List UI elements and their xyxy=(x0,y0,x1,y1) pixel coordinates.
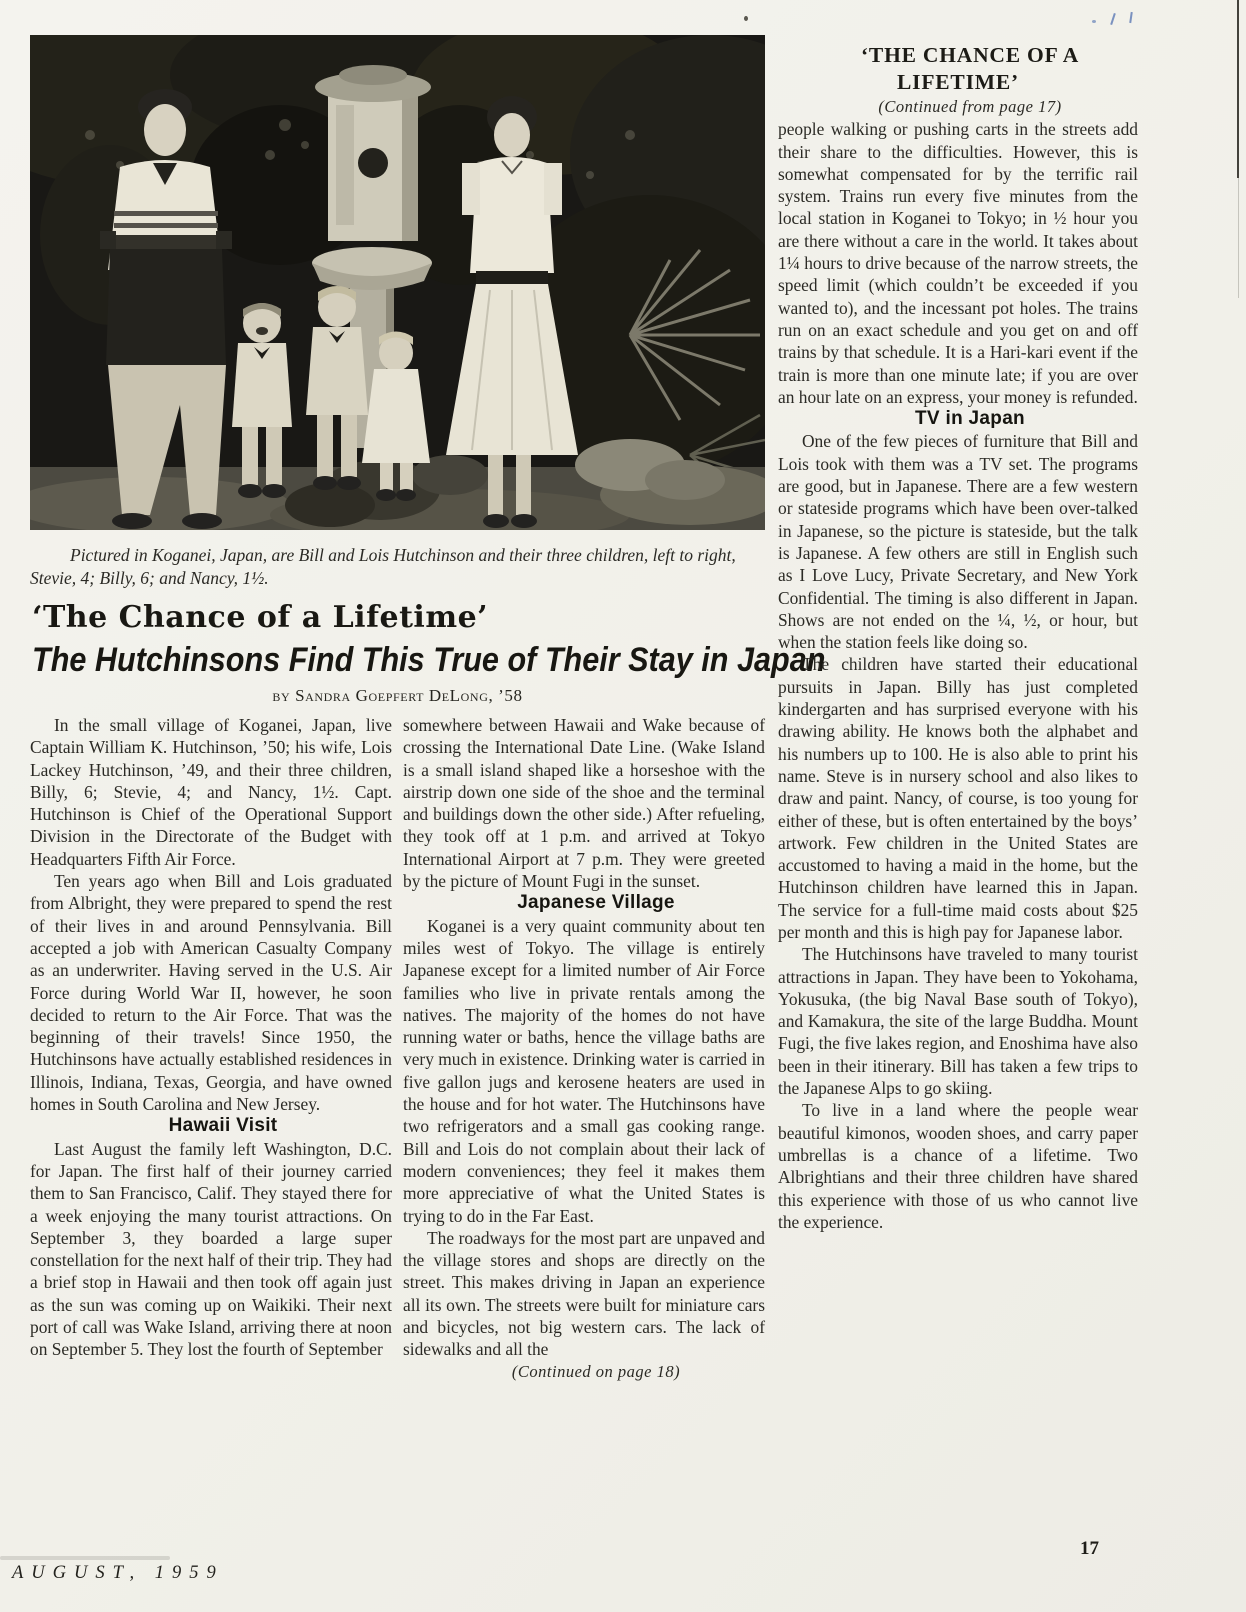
pen-marks-icon xyxy=(1088,10,1142,32)
column-right xyxy=(778,42,1138,1233)
column-middle xyxy=(403,714,765,1383)
paragraph: One of the few pieces of furniture that Bill and Lois took with them was a TV set. The programs are good, but in Japanese. There are a few western or stateside programs which have been over-talked in Japanese, so the picture is stateside, but the talk is Japanese. A few others are still in English such as I Love Lucy, Private Secretary, and New York Confidential. The timing is also different in Japan. Shows are not ended on the ¼, ½, or hour, but when the station feels like doing so. xyxy=(778,431,1138,653)
section-heading-tv-in-japan: TV in Japan xyxy=(915,408,1025,430)
scan-edge-line-faint xyxy=(1238,178,1239,298)
paragraph: people walking or pushing carts in the streets add their share to the difficulties. However, this is somewhat compensated for by the terrific rail system. Trains run every five minutes from the local station in Koganei to Tokyo; in ½ hour you are there without a care in the world. It takes about 1¼ hours to drive because of the narrow streets, the speed limit (which couldn’t be exceeded if you wanted to), and the incessant pot holes. The trains run on an exact schedule and you get on and off trains by that schedule. It is a Hari-kari event if the train is more than one minute late; if you are over an hour late on an express, your money is refunded. xyxy=(778,119,1138,407)
page-number: 17 xyxy=(1080,1538,1099,1559)
column-left xyxy=(30,714,392,1361)
paragraph: To live in a land where the people wear beautiful kimonos, wooden shoes, and carry paper umbrellas is a chance of a lifetime. Two Albrightians and their three children have shared this experience with those of us who cannot live the experience. xyxy=(778,1100,1138,1232)
paragraph: The children have started their educational pursuits in Japan. Billy has just completed kindergarten and has surprised everyone with his drawing ability. He knows both the alphabet and his numbers up to 100. He is also able to print his name. Steve is in nursery school and also likes to draw and paint. Nancy, of course, is too young for either of these, but is often entertained by the boys’ artwork. Few children in the United States are accustomed to having a maid in the home, but the Hutchinson children have learned this in Japan. The service for a full-time maid costs about $25 per month and this is high pay for Japanese labor. xyxy=(778,654,1138,942)
paragraph: Last August the family left Washington, D.C. for Japan. The first half of their journey carried them to San Francisco, Calif. They stayed there for a week enjoying the many tourist attractions. On September 3, they boarded a large super constellation for the next half of their trip. They had a brief stop in Hawaii and then took off again just as the sun was coming up on Waikiki. Their next port of call was Wake Island, arriving there at noon on September 5. They lost the fourth of September xyxy=(30,1138,392,1360)
scan-speck xyxy=(744,16,748,21)
section-heading-hawaii-visit: Hawaii Visit xyxy=(168,1115,278,1137)
section-heading-japanese-village: Japanese Village xyxy=(517,892,675,914)
article-headline: ‘The Chance of a Lifetime’ xyxy=(32,600,489,635)
paragraph: Koganei is a very quaint community about ten miles west of Tokyo. The village is entirely Japanese except for a limited number of Air Force families who live in private rentals among the natives. The majority of the homes do not have running water or baths, hence the village baths are very much in existence. Drinking water is carried in five gallon jugs and kerosene heaters are used in the house and for hot water. The Hutchinsons have two refrigerators and a small gas cooking range. Bill and Lois do not complain about their lack of modern conveniences; they feel it makes them more appreciative of what the United States is trying to do in the Far East. xyxy=(403,915,765,1226)
paragraph: In the small village of Koganei, Japan, live Captain William K. Hutchinson, ’50; his wife, Lois Lackey Hutchinson, ’49, and their three children, Billy, 6; Stevie, 4; and Nancy, 1½. Capt. Hutchinson is Chief of the Operational Support Division in the Directorate of the Budget with Headquarters Fifth Air Force. xyxy=(30,715,392,869)
family-photo-illustration xyxy=(30,35,765,530)
scan-edge-line xyxy=(1237,0,1239,178)
article-byline: by Sandra Goepfert DeLong, ’58 xyxy=(272,686,523,705)
issue-date: AUGUST, 1959 xyxy=(12,1563,224,1583)
photo-caption: Pictured in Koganei, Japan, are Bill and Lois Hutchinson and their three children, left to right, Stevie, 4; Billy, 6; and Nancy, 1½. xyxy=(30,545,736,588)
continued-article-title: ‘THE CHANCE OF A LIFETIME’ xyxy=(860,43,1080,94)
continued-from-note: (Continued from page 17) xyxy=(878,97,1062,116)
article-subheadline: The Hutchinsons Find This True of Their Stay in Japan xyxy=(32,641,826,679)
continued-on-note: (Continued on page 18) xyxy=(511,1361,681,1381)
paragraph: Ten years ago when Bill and Lois graduated from Albright, they were prepared to spend the rest of their lives in and around Pennsylvania. Bill accepted a job with American Casualty Company as an underwriter. Having served in the U.S. Air Force during World War II, however, he soon decided to return to the Air Force. That was the beginning of their travels! Since 1950, the Hutchinsons have actually established residences in Illinois, Indiana, Texas, Georgia, and have owned homes in South Carolina and New Jersey. xyxy=(30,871,392,1115)
paragraph: The roadways for the most part are unpaved and the village stores and shops are directly on the street. This makes driving in Japan an experience all its own. The streets were built for miniature cars and bicycles, not big western cars. The lack of sidewalks and all the xyxy=(403,1227,765,1360)
family-photo xyxy=(30,35,765,530)
paragraph: The Hutchinsons have traveled to many tourist attractions in Japan. They have been to Yokohama, Yokusuka, (the big Naval Base south of Tokyo), and Kamakura, the site of the large Buddha. Mount Fugi, the five lakes region, and Enoshima have also been in their itinerary. Bill has taken a few trips to the Japanese Alps to go skiing. xyxy=(778,944,1138,1099)
scan-smudge xyxy=(0,1556,170,1560)
paragraph: somewhere between Hawaii and Wake because of crossing the International Date Line. (Wake Island is a small island shaped like a horseshoe with the airstrip down one side of the shoe and the terminal and buildings down the other side.) After refueling, they took off at 1 p.m. and arrived at Tokyo International Airport at 7 p.m. They were greeted by the picture of Mount Fugi in the sunset. xyxy=(403,715,765,892)
